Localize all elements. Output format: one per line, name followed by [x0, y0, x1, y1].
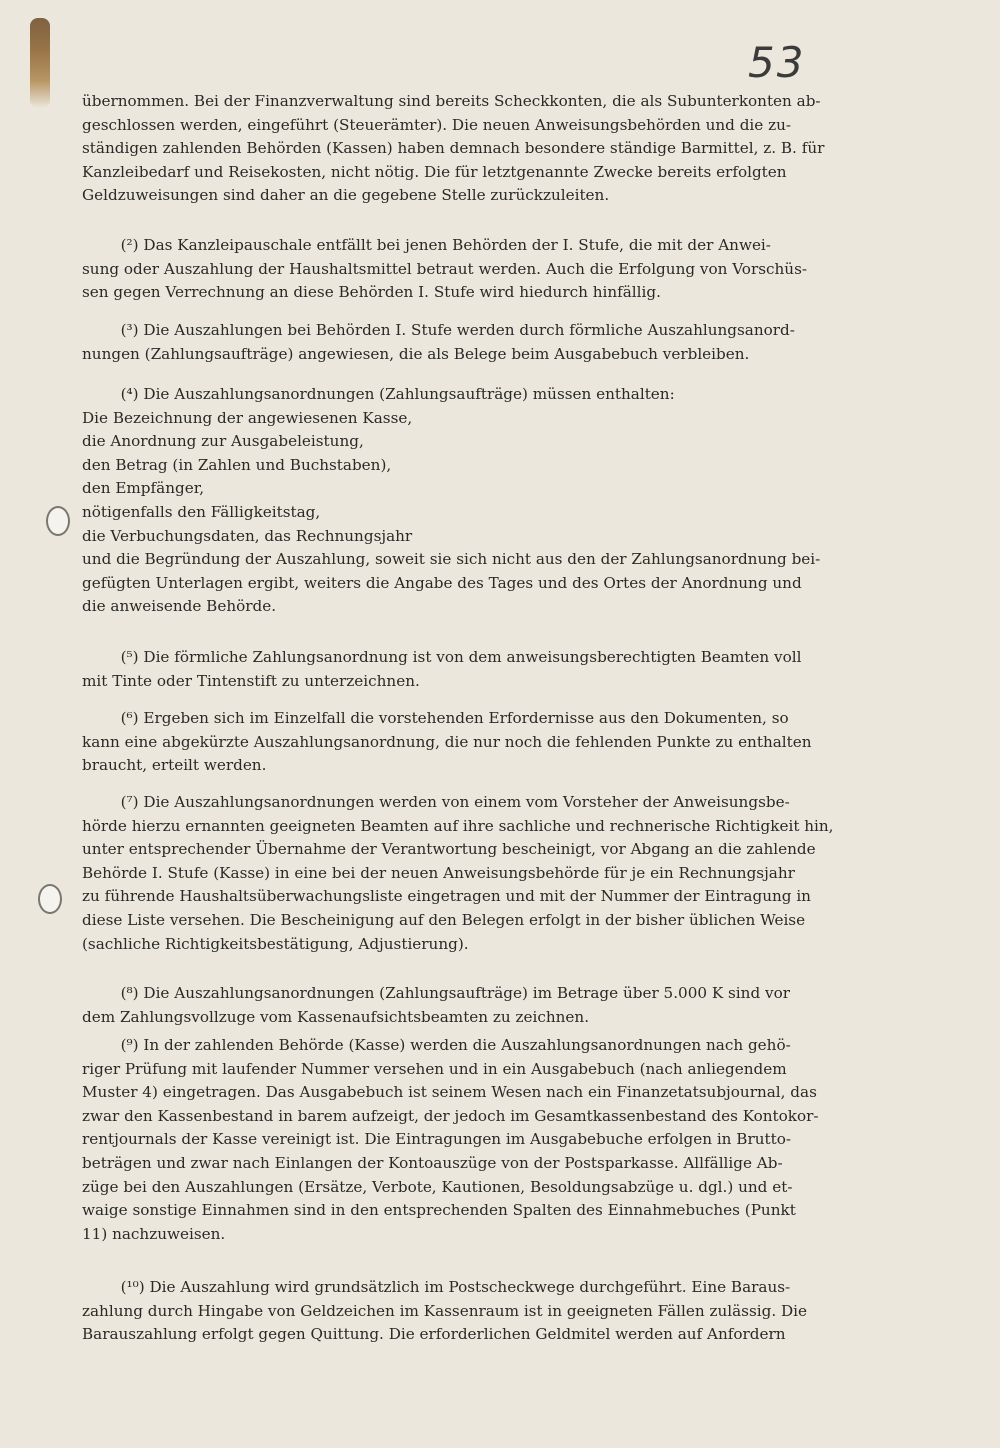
text-line: gefügten Unterlagen ergibt, weiters die Angabe des Tages und des Ortes der Anordnung und — [82, 573, 802, 592]
paragraph-5 — [82, 646, 862, 693]
text-line: kann eine abgekürzte Auszahlungsanordnung, die nur noch die fehlenden Punkte zu enthalten — [82, 732, 812, 751]
rust-stain — [30, 18, 50, 108]
text-line: die anweisende Behörde. — [82, 597, 277, 616]
text-line: geschlossen werden, eingeführt (Steuerämter). Die neuen Anweisungsbehörden und die zu- — [82, 115, 792, 134]
text-line: ständigen zahlenden Behörden (Kassen) haben demnach besondere ständige Barmittel, z. B. für — [82, 139, 825, 158]
paragraph-3 — [82, 319, 862, 366]
text-line: übernommen. Bei der Finanzverwaltung sind bereits Scheckkonten, die als Subunterkonten ab- — [82, 92, 821, 110]
text-line: (sachliche Richtigkeitsbestätigung, Adjustierung). — [82, 934, 469, 953]
text-line: rentjournals der Kasse vereinigt ist. Die Eintragungen im Ausgabebuche erfolgen in Brutto- — [82, 1130, 791, 1149]
paragraph-4 — [82, 383, 862, 619]
text-line: (⁶) Ergeben sich im Einzelfall die vorstehenden Erfordernisse aus den Dokumenten, so — [82, 709, 789, 727]
text-line: (⁸) Die Auszahlungsanordnungen (Zahlungsaufträge) im Betrage über 5.000 K sind vor — [82, 984, 790, 1002]
text-line: züge bei den Auszahlungen (Ersätze, Verbote, Kautionen, Besoldungsabzüge u. dgl.) und et- — [82, 1177, 793, 1196]
text-line: riger Prüfung mit laufender Nummer versehen und in ein Ausgabebuch (nach anliegendem — [82, 1059, 787, 1078]
punch-hole-icon — [38, 884, 62, 914]
text-line: (⁹) In der zahlenden Behörde (Kasse) werden die Auszahlungsanordnungen nach gehö- — [82, 1036, 791, 1054]
text-line: Kanzleibedarf und Reisekosten, nicht nötig. Die für letztgenannte Zwecke bereits erfolgten — [82, 162, 787, 181]
text-line: sung oder Auszahlung der Haushaltsmittel betraut werden. Auch die Erfolgung von Vorschüs- — [82, 259, 807, 278]
text-line: (⁴) Die Auszahlungsanordnungen (Zahlungsaufträge) müssen enthalten: — [82, 385, 675, 403]
paragraph-10 — [82, 1276, 862, 1347]
text-line: unter entsprechender Übernahme der Verantwortung bescheinigt, vor Abgang an die zahlende — [82, 840, 816, 859]
text-line: (³) Die Auszahlungen bei Behörden I. Stufe werden durch förmliche Auszahlungsanord- — [82, 321, 795, 339]
text-line: (²) Das Kanzleipauschale entfällt bei jenen Behörden der I. Stufe, die mit der Anwei- — [82, 236, 771, 254]
text-line: Barauszahlung erfolgt gegen Quittung. Die erforderlichen Geldmitel werden auf Anfordern — [82, 1325, 786, 1344]
text-line: mit Tinte oder Tintenstift zu unterzeichnen. — [82, 671, 420, 690]
text-line: den Betrag (in Zahlen und Buchstaben), — [82, 455, 392, 474]
text-line: waige sonstige Einnahmen sind in den entsprechenden Spalten des Einnahmebuches (Punkt — [82, 1201, 796, 1220]
text-line: braucht, erteilt werden. — [82, 756, 267, 775]
text-line: zu führende Haushaltsüberwachungsliste eingetragen und mit der Nummer der Eintragung in — [82, 887, 811, 906]
text-line: und die Begründung der Auszahlung, soweit sie sich nicht aus den der Zahlungsanordnung bei- — [82, 550, 821, 569]
text-line: 11) nachzuweisen. — [82, 1224, 226, 1243]
text-line: Die Bezeichnung der angewiesenen Kasse, — [82, 408, 413, 427]
paragraph-1 — [82, 90, 862, 208]
handwritten-page-number: 53 — [748, 38, 806, 87]
punch-hole-icon — [46, 506, 70, 536]
text-line: (⁷) Die Auszahlungsanordnungen werden von einem vom Vorsteher der Anweisungsbe- — [82, 793, 790, 811]
paragraph-2 — [82, 234, 862, 305]
text-line: die Anordnung zur Ausgabeleistung, — [82, 432, 364, 451]
text-line: dem Zahlungsvollzuge vom Kassenaufsichtsbeamten zu zeichnen. — [82, 1007, 590, 1026]
text-line: zahlung durch Hingabe von Geldzeichen im Kassenraum ist in geeigneten Fällen zulässig. Die — [82, 1301, 808, 1320]
text-line: (⁵) Die förmliche Zahlungsanordnung ist von dem anweisungsberechtigten Beamten voll — [82, 648, 802, 666]
text-line: Muster 4) eingetragen. Das Ausgabebuch ist seinem Wesen nach ein Finanzetatsubjournal, das — [82, 1083, 817, 1102]
paragraph-6 — [82, 707, 862, 778]
text-line: beträgen und zwar nach Einlangen der Kontoauszüge von der Postsparkasse. Allfällige Ab- — [82, 1153, 783, 1172]
text-line: Geldzuweisungen sind daher an die gegebene Stelle zurückzuleiten. — [82, 186, 610, 205]
text-line: nungen (Zahlungsaufträge) angewiesen, die als Belege beim Ausgabebuch verbleiben. — [82, 344, 750, 363]
text-line: nötigenfalls den Fälligkeitstag, — [82, 502, 321, 521]
paragraph-8 — [82, 982, 862, 1029]
text-line: Behörde I. Stufe (Kasse) in eine bei der neuen Anweisungsbehörde für je ein Rechnungsjahr — [82, 863, 795, 882]
text-line: (¹⁰) Die Auszahlung wird grundsätzlich im Postscheckwege durchgeführt. Eine Baraus- — [82, 1278, 791, 1296]
text-line: die Verbuchungsdaten, das Rechnungsjahr — [82, 526, 413, 545]
paragraph-9 — [82, 1034, 862, 1246]
text-line: hörde hierzu ernannten geeigneten Beamten auf ihre sachliche und rechnerische Richtigkeit hin, — [82, 816, 834, 835]
text-line: diese Liste versehen. Die Bescheinigung auf den Belegen erfolgt in der bisher üblichen Weise — [82, 910, 806, 929]
paragraph-7 — [82, 791, 862, 956]
text-line: sen gegen Verrechnung an diese Behörden I. Stufe wird hiedurch hinfällig. — [82, 283, 661, 302]
text-line: zwar den Kassenbestand in barem aufzeigt, der jedoch im Gesamtkassenbestand des Kontokor- — [82, 1106, 819, 1125]
text-line: den Empfänger, — [82, 479, 205, 498]
